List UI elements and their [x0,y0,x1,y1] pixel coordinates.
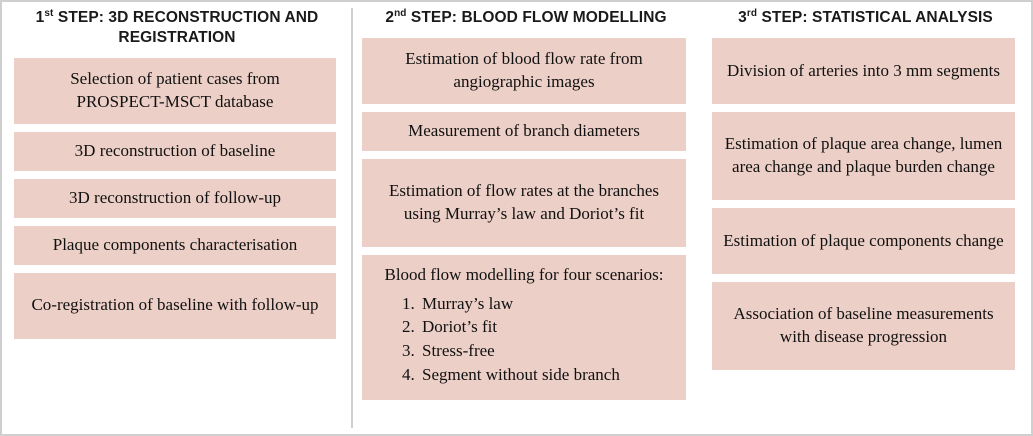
scenario-label-1: Murray’s law [422,293,514,313]
column-step3-heading-text: STEP: STATISTICAL ANALYSIS [757,9,993,26]
step2-box-4-scenarios [362,255,686,400]
column-step3-heading-ordinal: rd [746,7,758,19]
column-step2-heading [352,2,700,28]
scenario-item-4 [402,364,676,387]
column-step1-heading [2,2,352,48]
step1-box-4: Plaque components characterisation [14,226,336,265]
column-step2 [352,2,700,434]
step1-box-2: 3D reconstruction of baseline [14,132,336,171]
step3-box-2: Estimation of plaque area change, lumen area change and plaque burden change [712,112,1015,200]
column-step1-heading-ordinal: st [44,7,54,19]
scenario-label-3: Stress-free [422,341,495,361]
column-step2-heading-text: STEP: BLOOD FLOW MODELLING [406,9,667,26]
scenario-label-2: Doriot’s fit [422,317,498,337]
scenario-number-4: 4. [402,364,415,384]
column-step2-heading-number: 2 [385,9,395,26]
scenarios-list [372,293,676,387]
column-step3 [700,2,1031,434]
scenario-item-2 [402,316,676,339]
column-step3-boxes [700,38,1031,370]
step3-box-1: Division of arteries into 3 mm segments [712,38,1015,104]
step1-box-1: Selection of patient cases from PROSPECT-MSCT database [14,58,336,124]
scenario-item-3 [402,340,676,363]
diagram-columns [2,2,1031,434]
step3-box-3: Estimation of plaque components change [712,208,1015,274]
step2-box-3: Estimation of flow rates at the branches using Murray’s law and Doriot’s fit [362,159,686,247]
scenarios-lead: Blood flow modelling for four scenarios: [384,264,664,284]
column-step3-heading [700,2,1031,28]
scenario-label-4: Segment without side branch [422,364,620,384]
column-step2-heading-ordinal: nd [394,7,407,19]
column-step1-heading-text: STEP: 3D RECONSTRUCTION AND REGISTRATION [53,9,319,46]
scenario-item-1 [402,293,676,316]
column-step1 [2,2,352,434]
step1-box-3: 3D reconstruction of follow-up [14,179,336,218]
column-step1-boxes [2,58,352,339]
column-step3-heading-number: 3 [738,9,747,26]
step2-box-1: Estimation of blood flow rate from angiographic images [362,38,686,104]
scenario-number-1: 1. [402,293,415,313]
column-step2-boxes [352,38,700,400]
column-step1-heading-number: 1 [35,9,45,26]
scenario-number-3: 3. [402,341,415,361]
scenario-number-2: 2. [402,317,415,337]
step2-box-2: Measurement of branch diameters [362,112,686,151]
step1-box-5: Co-registration of baseline with follow-up [14,273,336,339]
step3-box-4: Association of baseline measurements with disease progression [712,282,1015,370]
